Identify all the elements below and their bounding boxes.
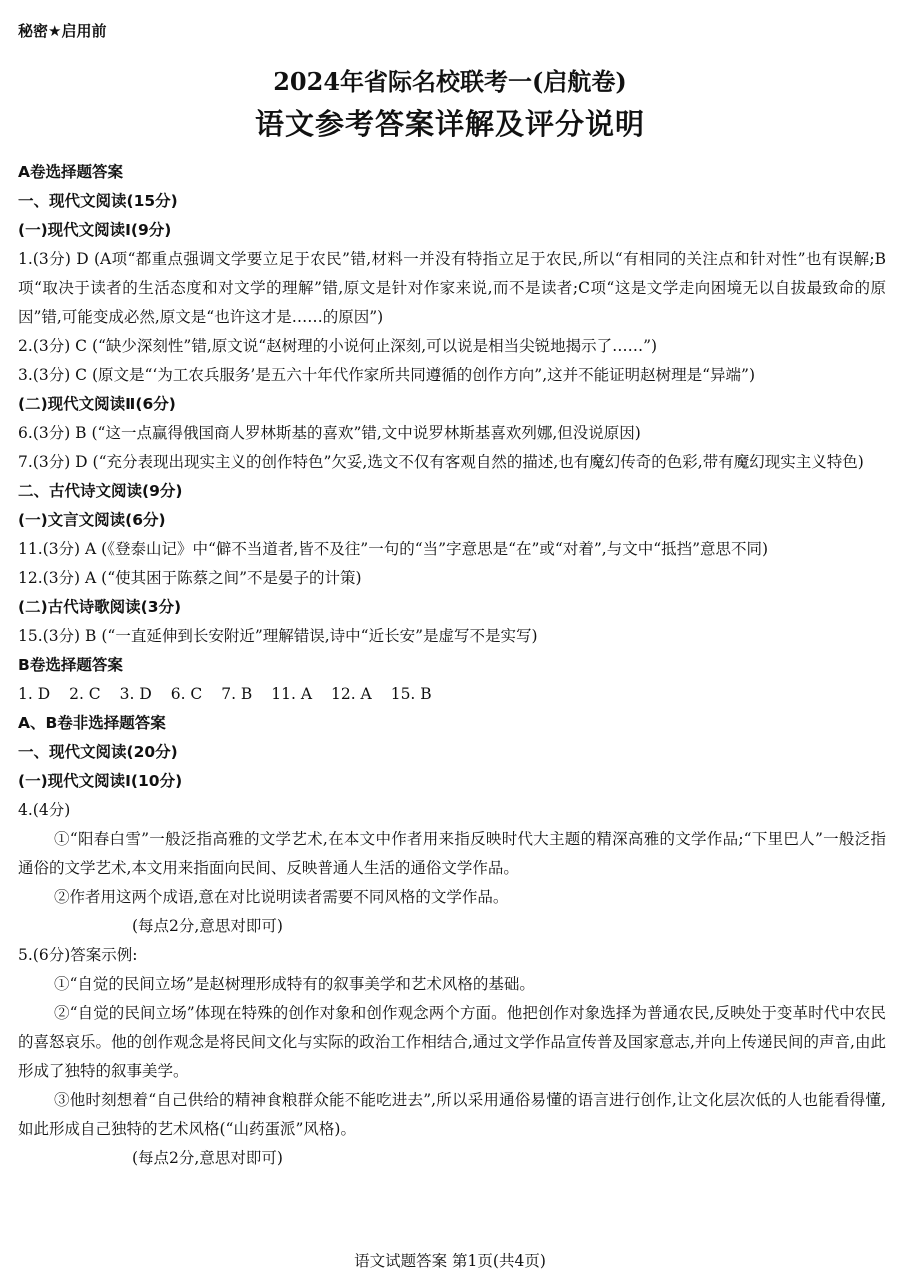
- answer-q12: 12.(3分) A (“使其困于陈蔡之间”不是晏子的计策): [18, 569, 362, 587]
- answer-q5-point2: ②“自觉的民间立场”体现在特殊的创作对象和创作观念两个方面。他把创作对象选择为普通农民,反映处于变革时代中农民的喜怒哀乐。他的创作观念是将民间文化与实际的政治工作相结合,通过文学作品宣传普及国家意志,并向上传递民间的声音,由此形成了独特的叙事美学。: [18, 1004, 886, 1080]
- answer-q5-point1: ①“自觉的民间立场”是赵树理形成特有的叙事美学和艺术风格的基础。: [54, 975, 535, 993]
- scoring-note: (每点2分,意思对即可): [132, 917, 283, 935]
- subsection-heading: (二)古代诗歌阅读(3分): [18, 598, 182, 616]
- answer-q6: 6.(3分) B (“这一点赢得俄国商人罗林斯基的喜欢”错,文中说罗林斯基喜欢列娜,但没说原因): [18, 424, 641, 442]
- answer-q15: 15.(3分) B (“一直延伸到长安附近”理解错误,诗中“近长安”是虚写不是实写): [18, 627, 538, 645]
- answer-q4-point1: ①“阳春白雪”一般泛指高雅的文学艺术,在本文中作者用来指反映时代大主题的精深高雅的文学作品;“下里巴人”一般泛指通俗的文学艺术,本文用来指面向民间、反映普通人生活的通俗文学作品。: [18, 830, 886, 877]
- secret-label: 秘密★启用前: [18, 22, 107, 40]
- a-choice-heading: A卷选择题答案: [18, 163, 123, 181]
- section-heading: 一、现代文阅读(15分): [18, 192, 178, 210]
- subsection-heading: (一)现代文阅读Ⅰ(10分): [18, 772, 183, 790]
- page-footer: 语文试题答案 第1页(共4页): [354, 1252, 546, 1270]
- answer-q1: 1.(3分) D (A项“都重点强调文学要立足于农民”错,材料一并没有特指立足于农民,所以“有相同的关注点和针对性”也有误解;B项“取决于读者的生活态度和对文学的理解”错,原文是针对作家来说,而不是读者;C项“这是文学走向困境无以自拔最致命的原因”错,可能变成必然,原文是“也许这才是……的原因”): [18, 250, 886, 326]
- answer-q3: 3.(3分) C (原文是“‘为工农兵服务’是五六十年代作家所共同遵循的创作方向”,这并不能证明赵树理是“异端”): [18, 366, 756, 384]
- b-answer: 2. C: [69, 685, 101, 703]
- document-title: 语文参考答案详解及评分说明: [254, 107, 645, 141]
- answer-q7: 7.(3分) D (“充分表现出现实主义的创作特色”欠妥,选文不仅有客观自然的描述,也有魔幻传奇的色彩,带有魔幻现实主义特色): [18, 453, 864, 471]
- answer-content: [18, 158, 886, 1173]
- b-answer: 6. C: [170, 685, 203, 703]
- ab-nonchoice-heading: A、B卷非选择题答案: [18, 714, 166, 732]
- b-answer: 7. B: [221, 685, 253, 703]
- answer-q5-point3: ③他时刻想着“自己供给的精神食粮群众能不能吃进去”,所以采用通俗易懂的语言进行创作,让文化层次低的人也能看得懂,如此形成自己独特的艺术风格(“山药蛋派”风格)。: [18, 1091, 886, 1138]
- answer-q2: 2.(3分) C (“缺少深刻性”错,原文说“赵树理的小说何止深刻,可以说是相当尖锐地揭示了……”): [18, 337, 658, 355]
- b-answer: 15. B: [390, 685, 432, 703]
- section-heading: 二、古代诗文阅读(9分): [18, 482, 183, 500]
- b-choice-heading: B卷选择题答案: [18, 656, 123, 674]
- answer-q11: 11.(3分) A (《登泰山记》中“僻不当道者,皆不及往”一句的“当”字意思是“在”或“对着”,与文中“抵挡”意思不同): [18, 540, 769, 558]
- b-answer: 12. A: [330, 685, 372, 703]
- subsection-heading: (一)现代文阅读Ⅰ(9分): [18, 221, 172, 239]
- b-answer: 3. D: [119, 685, 152, 703]
- subsection-heading: (二)现代文阅读Ⅱ(6分): [18, 395, 176, 413]
- subsection-heading: (一)文言文阅读(6分): [18, 511, 166, 529]
- b-answer: 11. A: [271, 685, 313, 703]
- answer-q4-label: 4.(4分): [18, 801, 71, 819]
- b-answer: 1. D: [18, 685, 51, 703]
- scoring-note: (每点2分,意思对即可): [132, 1149, 283, 1167]
- answer-q5-label: 5.(6分)答案示例:: [18, 946, 138, 964]
- section-heading: 一、现代文阅读(20分): [18, 743, 178, 761]
- b-choice-answers: [18, 680, 886, 709]
- exam-title: 2024年省际名校联考一(启航卷): [273, 67, 627, 96]
- answer-q4-point2: ②作者用这两个成语,意在对比说明读者需要不同风格的文学作品。: [54, 888, 509, 906]
